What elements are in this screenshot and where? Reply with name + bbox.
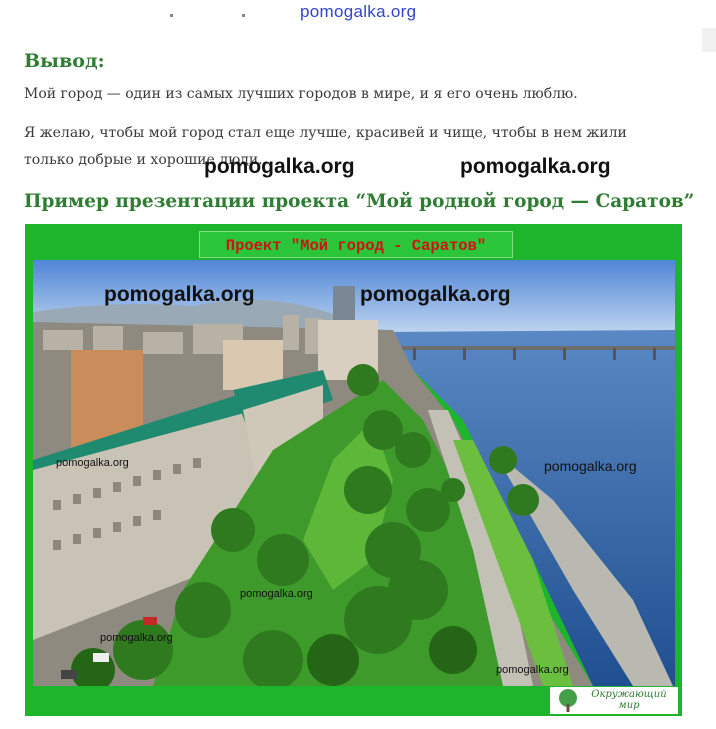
example-heading: Пример презентации проекта “Мой родной город — Саратов” <box>24 191 695 212</box>
watermark-text-2: pomogalka.org <box>460 155 611 178</box>
watermark-top: pomogalka.org <box>300 2 417 21</box>
watermark-text-8: pomogalka.org <box>100 632 173 644</box>
logo-line-1: Окружающий <box>591 689 667 700</box>
header-remnant-dots <box>170 14 260 20</box>
watermark-text-3: pomogalka.org <box>104 283 255 306</box>
logo-line-2: мир <box>618 700 640 711</box>
watermark-text-1: pomogalka.org <box>204 155 355 178</box>
watermark-text-7: pomogalka.org <box>240 588 313 600</box>
conclusion-paragraph-1: Мой город — один из самых лучших городов в мире, и я его очень люблю. <box>24 86 578 102</box>
watermark-text-5: pomogalka.org <box>56 457 129 469</box>
tree-icon <box>554 688 582 713</box>
watermark-text-6: pomogalka.org <box>544 458 637 474</box>
slide-title-banner <box>199 231 513 258</box>
okruzhayushchiy-mir-logo <box>550 687 678 714</box>
watermark-text-9: pomogalka.org <box>496 664 569 676</box>
side-scroll-strip <box>702 28 716 52</box>
conclusion-heading: Вывод: <box>24 50 105 72</box>
slide-title: Проект "Мой город - Саратов" <box>225 237 487 255</box>
logo-text <box>584 689 674 711</box>
watermark-text-4: pomogalka.org <box>360 283 511 306</box>
conclusion-paragraph-2: Я желаю, чтобы мой город стал еще лучше, красивей и чище, чтобы в нем жили только добрые и хорошие люди. <box>24 125 627 168</box>
